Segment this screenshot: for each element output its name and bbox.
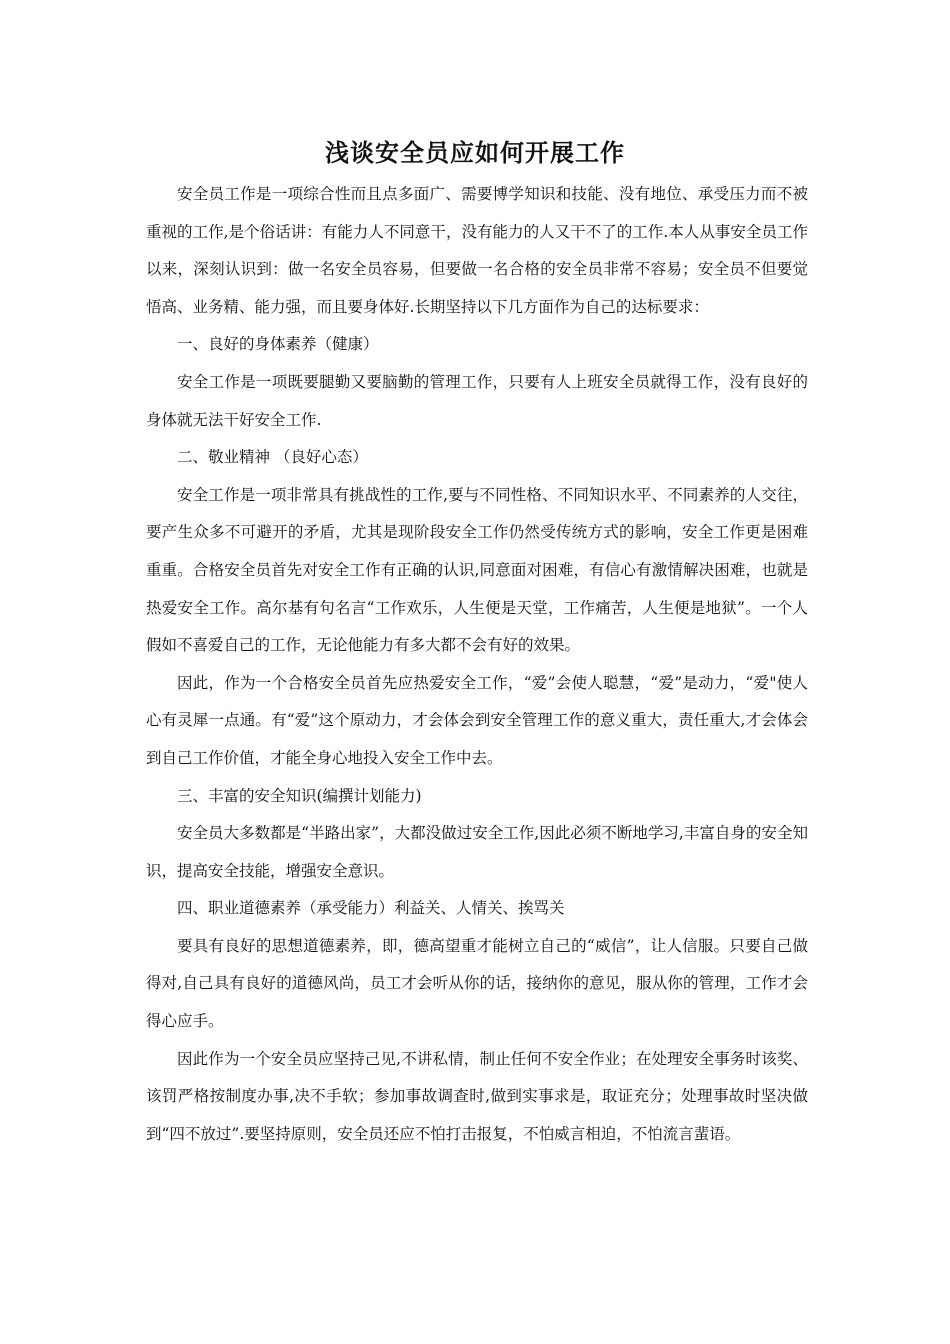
section-heading-1: 一、良好的身体素养（健康）: [177, 335, 379, 354]
paragraph-ethics: 要具有良好的思想道德素养，即，德高望重才能树立自己的“威信”，让人信服。只要自己做得对,自己具有良好的道德风尚，员工才会听从你的话，接纳你的意见，服从你的管理，工作才会得心应手。: [146, 936, 808, 1031]
section-heading-2: 二、敬业精神 （良好心态）: [177, 448, 368, 467]
paragraph-health: 安全工作是一项既要腿勤又要脑勤的管理工作，只要有人上班安全员就得工作，没有良好的身体就无法干好安全工作.: [146, 372, 808, 429]
section-heading-4: 四、职业道德素养（承受能力）利益关、人情关、挨骂关: [177, 899, 565, 918]
document-title: 浅谈安全员应如何开展工作: [325, 139, 625, 167]
paragraph-dedication: 安全工作是一项非常具有挑战性的工作,要与不同性格、不同知识水平、不同素养的人交往，要产生众多不可避开的矛盾，尤其是现阶段安全工作仍然受传统方式的影响，安全工作更是困难重重。合格安全员首先对安全工作有正确的认识,同意面对困难，有信心有激情解决困难，也就是热爱安全工作。高尔基有句名言“工作欢乐，人生便是天堂，工作痛苦，人生便是地狱”。一个人假如不喜爱自己的工作，无论他能力有多大都不会有好的效果。: [146, 485, 808, 655]
paragraph-love-of-work: 因此，作为一个合格安全员首先应热爱安全工作，“爱”会使人聪慧，“爱”是动力，“爱"使人心有灵犀一点通。有“爱”这个原动力，才会体会到安全管理工作的意义重大，责任重大,才会体会到自己工作价值，才能全身心地投入安全工作中去。: [146, 673, 808, 767]
document-body: [146, 176, 808, 1153]
paragraph-knowledge: 安全员大多数都是“半路出家”，大都没做过安全工作,因此必须不断地学习,丰富自身的安全知识，提高安全技能，增强安全意识。: [146, 824, 808, 880]
paragraph-intro: 安全员工作是一项综合性而且点多面广、需要博学知识和技能、没有地位、承受压力而不被重视的工作,是个俗话讲：有能力人不同意干，没有能力的人又干不了的工作.本人从事安全员工作以来，深刻认识到：做一名安全员容易，但要做一名合格的安全员非常不容易；安全员不但要觉悟高、业务精、能力强，而且要身体好.长期坚持以下几方面作为自己的达标要求：: [146, 185, 808, 316]
section-heading-3: 三、丰富的安全知识(编撰计划能力): [177, 786, 422, 805]
paragraph-principles: 因此作为一个安全员应坚持己见,不讲私情，制止任何不安全作业；在处理安全事务时该奖、该罚严格按制度办事,决不手软；参加事故调查时,做到实事求是，取证充分；处理事故时坚决做到“四不放过”.要坚持原则，安全员还应不怕打击报复，不怕威言相迫，不怕流言蜚语。: [146, 1049, 808, 1143]
